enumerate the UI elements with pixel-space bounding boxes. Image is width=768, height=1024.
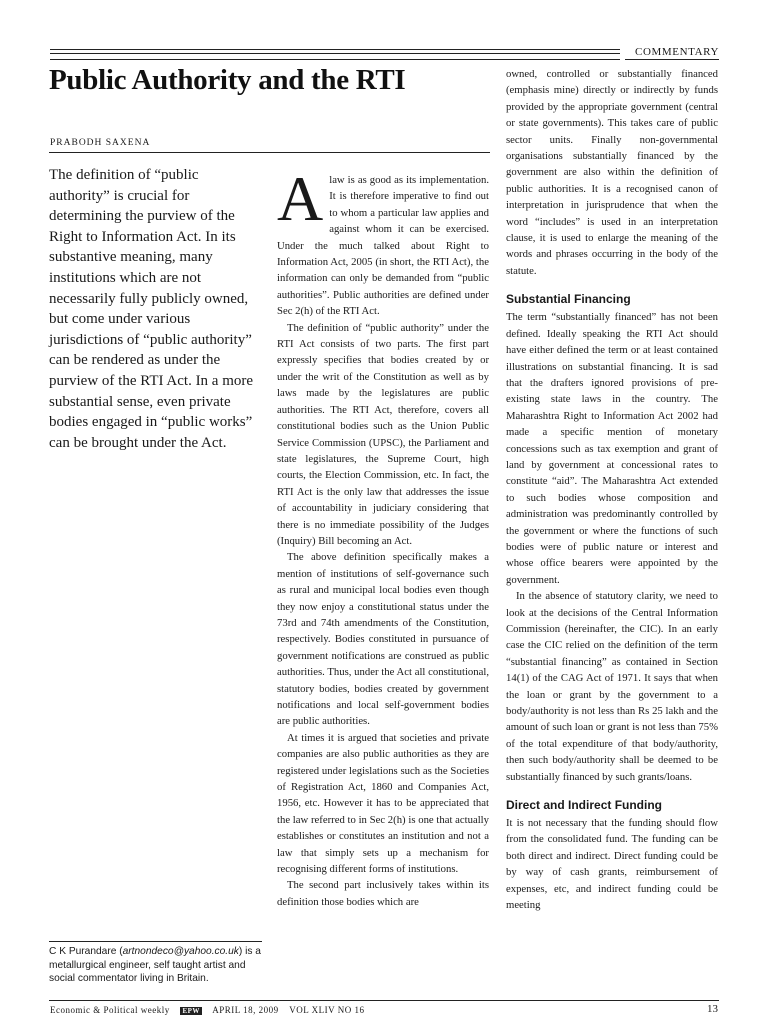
contributor-bio [49,945,263,986]
bio-email[interactable]: artnondeco@yahoo.co.uk [122,946,239,957]
masthead-rule [50,49,620,60]
journal-name: Economic & Political weekly [50,1005,170,1015]
paragraph: The above definition specifically makes a mention of institutions of self-governance such as rural and municipal local bodies even though they now enjoy a constitutional status under the 73rd and 74th amendments of the Constitution, respectively. Bodies constituted in pursuance of government notifications are construed as public authorities. Thus, under the Act all constitutional, statutory bodies, bodies created by government notifications and local self-government bodies are public authorities. [277,551,489,728]
bio-description: ) is a metallurgical engineer, self taught artist and social commentator living in Britain. [49,946,261,985]
paragraph: In the absence of statutory clarity, we need to look at the decisions of the Central Information Commission (hereinafter, the CIC). In an early case the CIC relied on the definition of the term “substantial financing” as contained in Section 14(1) of the CAG Act of 1971. It says that when the loan or grant by the government to a body/authority is not less than Rs 25 lakh and the amount of such loan or grant is not less than 75% of the total expenditure of that body/authority, then such body/authority shall be deemed to be substantially financed by such grants/loans. [506,590,718,783]
paragraph: owned, controlled or substantially financed (emphasis mine) directly or indirectly by funds provided by the appropriate government (central or state governments). This takes care of public sector units. Finally non-governmental organisations substantially financed by the government are also within the definition of public authorities. It is a recognised canon of interpretation in jurisprudence that when the word “includes” is used in an interpretation clause, it is used to enlarge the meaning of the words and phrases occurring in the body of the statute. [506,68,718,277]
section-label: COMMENTARY [635,46,719,58]
paragraph: The second part inclusively takes within its definition those bodies which are [277,879,489,908]
article-title: Public Authority and the RTI [49,64,406,96]
drop-cap: A [277,172,324,234]
paragraph: It is not necessary that the funding should flow from the consolidated fund. The funding can be both direct and indirect. Direct funding could be by way of cash grants, reimbursement of expenses, etc, and indirect funding could be meeting [506,817,718,912]
subheading-substantial-financing: Substantial Financing [506,292,631,307]
paragraph: The term “substantially financed” has not been defined. Ideally speaking the RTI Act should have either defined the term or at least contained illustrations on substantial financing. It is sad that the drafters ignored provisions of pre-existing state laws in the country. The Maharashtra Right to Information Act 2002 had made a specific mention of monetary concessions such as tax exemption and grant of land by government at concessional rates to constitute “aid”. The Maharashtra Act extended to such bodies whose composition and administration was predominantly controlled by the government or where the functions of such bodies were of public nature or interest and whose office bearers were appointed by the government. [506,311,718,586]
bio-rule [49,941,262,942]
paragraph: Alaw is as good as its implementation. It is therefore imperative to find out to whom a particular law applies and against whom it can be exercised. Under the much talked about Right to Information Act, 2005 (in short, the RTI Act), the information can only be demanded from “public authorities”. Public authorities are defined under Sec 2(h) of the RTI Act. [277,172,489,318]
bio-name: C K Purandare ( [49,946,123,957]
footer [50,1005,372,1015]
page-number: 13 [707,1003,718,1015]
paragraph: The definition of “public authority” under the RTI Act consists of two parts. The first part expressly specifies that bodies created by or under the writ of the Constitution as well as by laws made by the legislatures are public authorities. The RTI Act, therefore, covers all constitutional bodies such as the Union Public Service Commission (UPSC), the Parliament and state legislatures, the Supreme Court, high courts, the Election Commission, etc. In fact, the RTI Act is the only law that addresses the issue of accountability in judiciary considering that there is no immediate possibility of the Judges (Inquiry) Bill becoming an Act. [277,321,489,547]
epw-logo: EPW [182,1007,200,1015]
footer-rule [49,1000,719,1001]
body-column-2 [506,66,718,996]
volume-info: VOL XLIV NO 16 [289,1005,365,1015]
article-abstract: The definition of “public authority” is crucial for determining the purview of the Right to Information Act. In its substantive meaning, many institutions which are not necessarily fully publicly owned, but come under various jurisdictions of “public authority” can be rendered as under the purview of the RTI Act. In a more substantial sense, even private bodies engaged in “public works” can be brought under the Act. [49,167,254,451]
section-label-rule [625,59,719,60]
paragraph: At times it is argued that societies and private companies are also public authorities as they are registered under legislations such as the Societies of Registration Act, 1860 and Companies Act, 1956, etc. However it has to be appreciated that the law referred to in Sec 2(h) is one that actually establishes or constitutes an institution and not a law that simply sets up a mechanism for recognising different forms of institutions. [277,731,489,876]
author-name: PRABODH SAXENA [50,138,151,148]
author-rule [49,152,490,153]
body-column-1 [277,172,489,992]
subheading-direct-indirect-funding: Direct and Indirect Funding [506,798,663,813]
issue-date: APRIL 18, 2009 [212,1005,279,1015]
